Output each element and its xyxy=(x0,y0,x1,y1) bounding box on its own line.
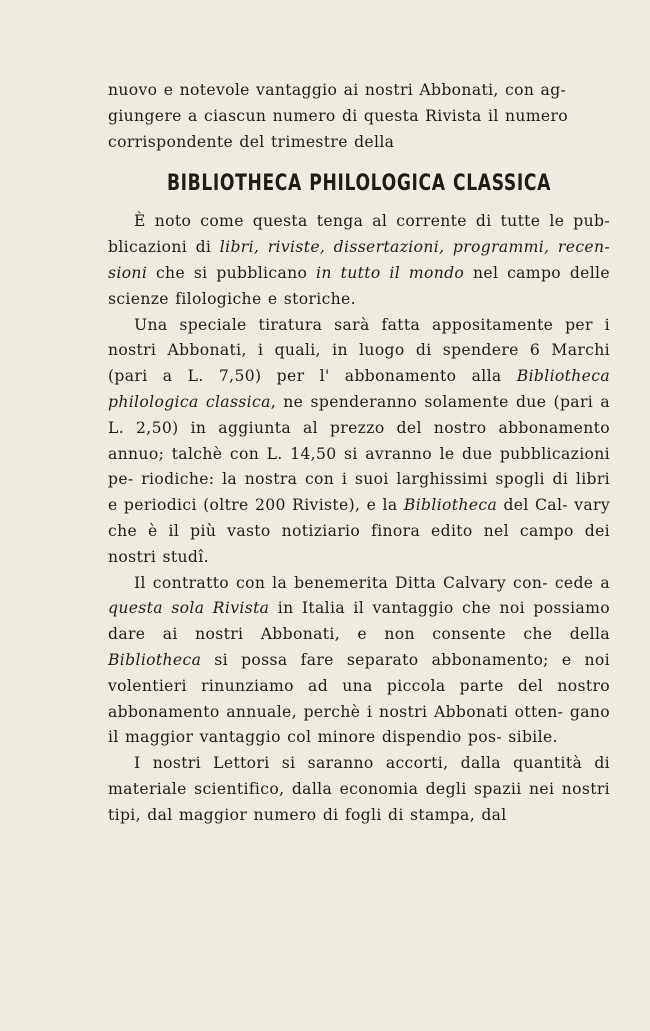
italic-text: in tutto il mondo xyxy=(316,263,465,282)
paragraph-text: in Italia il vantaggio che noi possiamo dare ai nostri Abbonati, e non consente che della xyxy=(108,599,610,644)
intro-line: corrispondente del trimestre della xyxy=(108,132,395,151)
italic-text: Bibliotheca xyxy=(108,650,202,669)
paragraph-4 xyxy=(108,751,610,828)
paragraph-text: I nostri Lettori si saranno accorti, dalla quantità di materiale scientifico, dalla economia degli spazii nei nostri tipi, dal maggior numero di fogli di stampa, dal xyxy=(108,754,610,824)
paragraph-text: , ne spenderanno solamente due (pari a L. 2,50) in aggiunta al prezzo del nostro abbonamento annuo; talchè con L. 14,50 si avranno le due pubblicazioni pe- riodiche: la nostra con i suoi larghissimi spogli di libri e periodici (oltre 200 Riviste), e la xyxy=(108,392,610,515)
intro-paragraph xyxy=(108,78,610,155)
section-heading: BIBLIOTHECA PHILOLOGICA CLASSICA xyxy=(166,171,552,197)
paragraph-text: si possa fare separato abbonamento; e noi volentieri rinunziamo ad una piccola parte del nostro abbonamento annuale, perchè i nostri Abbonati otten- gano il maggior vantaggio col minore dispendio pos- sibile. xyxy=(108,650,610,747)
italic-text: libri, riviste, dissertazioni, programmi, recen- sioni xyxy=(108,238,610,282)
document-text xyxy=(108,78,610,829)
italic-text: Bibliotheca xyxy=(403,496,498,515)
paragraph-text: Il contratto con la benemerita Ditta Calvary con- cede a xyxy=(134,573,610,592)
paragraph-1 xyxy=(108,209,610,312)
page-body xyxy=(108,78,610,829)
paragraph-2 xyxy=(108,313,610,571)
paragraph-text: che si pubblicano xyxy=(147,263,317,282)
paragraph-3 xyxy=(108,571,610,752)
italic-text: Bibliotheca philologica classica xyxy=(108,367,610,411)
paragraph-text: Una speciale tiratura sarà fatta appositamente per i nostri Abbonati, i quali, in luogo di spendere 6 Marchi (pari a L. 7,50) per l' abbonamento alla xyxy=(108,315,610,386)
intro-line: nuovo e notevole vantaggio ai nostri Abbonati, con ag- xyxy=(108,81,567,99)
paragraph-text: del Cal- vary che è il più vasto notiziario finora edito nel campo dei nostri studî. xyxy=(108,496,611,566)
italic-text: questa sola Rivista xyxy=(108,599,270,618)
paragraph-text: nel campo delle scienze filologiche e storiche. xyxy=(108,263,610,308)
intro-line: giungere a ciascun numero di questa Rivista il numero xyxy=(108,106,569,125)
paragraph-text: È noto come questa tenga al corrente di tutte le pub- blicazioni di xyxy=(108,212,610,257)
